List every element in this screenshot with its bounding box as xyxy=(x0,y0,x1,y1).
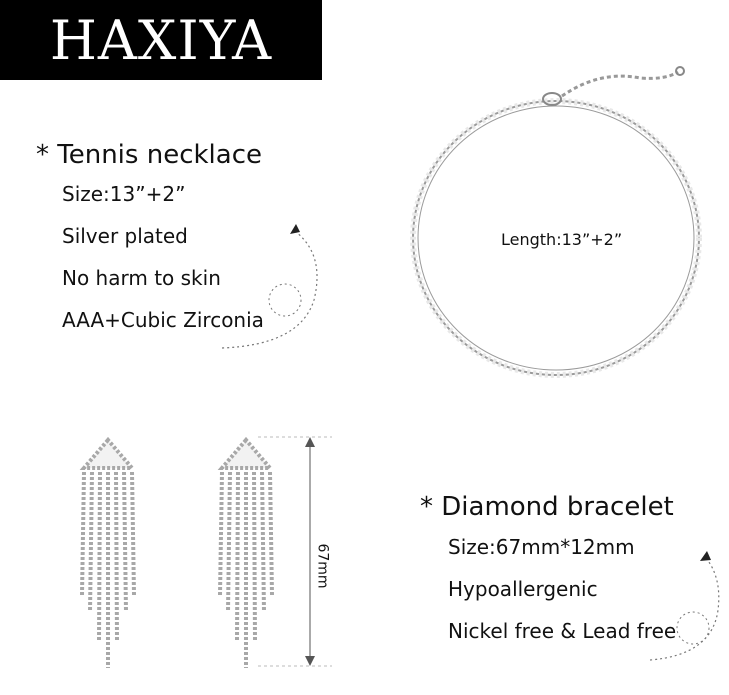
bracelet-title: * Diamond bracelet xyxy=(420,492,674,522)
earring-dimension-label: 67mm xyxy=(314,543,331,589)
bracelet-feature-metal: Nickel free & Lead free xyxy=(448,619,677,643)
necklace-length-label: Length:13”+2” xyxy=(501,230,623,249)
necklace-title: * Tennis necklace xyxy=(36,140,262,170)
brand-logo: HAXIYA xyxy=(0,0,322,80)
necklace-feature-plating: Silver plated xyxy=(62,224,188,248)
necklace-feature-skin: No harm to skin xyxy=(62,266,221,290)
necklace-feature-size: Size:13”+2” xyxy=(62,182,186,206)
bracelet-feature-allergy: Hypoallergenic xyxy=(448,577,598,601)
bracelet-feature-size: Size:67mm*12mm xyxy=(448,535,635,559)
necklace-feature-stone: AAA+Cubic Zirconia xyxy=(62,308,264,332)
